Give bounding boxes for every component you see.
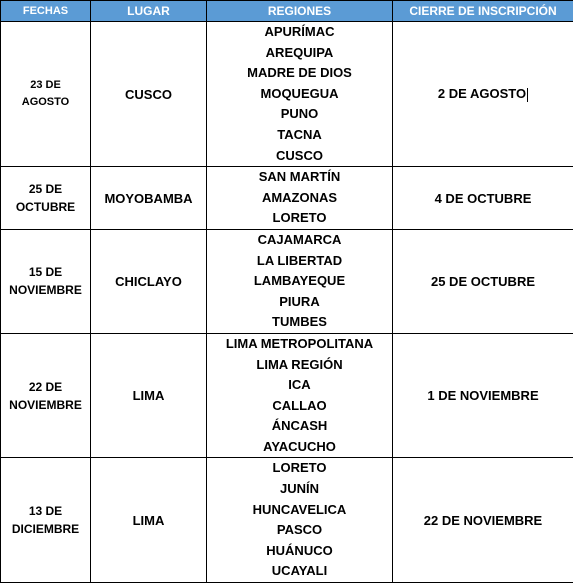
table-row xyxy=(1,167,573,230)
region-item: MOQUEGUA xyxy=(260,85,339,101)
date-line: NOVIEMBRE xyxy=(9,397,82,412)
region-item: HUÁNUCO xyxy=(266,542,333,558)
header-regiones: REGIONES xyxy=(207,1,393,22)
region-item: TUMBES xyxy=(272,314,327,330)
region-item: TACNA xyxy=(277,126,322,142)
region-item: ICA xyxy=(288,377,311,393)
regions-cell xyxy=(207,229,393,333)
region-item: LIMA REGIÓN xyxy=(256,356,343,372)
deadline-text: 2 DE AGOSTO xyxy=(437,86,527,102)
header-cierre: CIERRE DE INSCRIPCIÓN xyxy=(393,1,573,22)
place-cell: MOYOBAMBA xyxy=(91,167,207,230)
region-item: AYACUCHO xyxy=(263,438,336,454)
date-cell xyxy=(1,167,91,230)
region-item: CAJAMARCA xyxy=(257,231,342,247)
region-item: CALLAO xyxy=(272,397,327,413)
place-cell: CUSCO xyxy=(91,22,207,167)
region-item: AMAZONAS xyxy=(261,189,338,205)
table-row xyxy=(1,333,573,458)
place-cell: LIMA xyxy=(91,333,207,458)
date-cell xyxy=(1,458,91,583)
date-line: 25 DE xyxy=(28,182,63,197)
date-line: 23 DE xyxy=(30,79,61,92)
region-item: LA LIBERTAD xyxy=(256,252,343,268)
region-item: LAMBAYEQUE xyxy=(253,273,346,289)
date-cell xyxy=(1,333,91,458)
region-item: LIMA METROPOLITANA xyxy=(225,335,374,351)
table-header xyxy=(1,1,573,22)
regions-cell xyxy=(207,458,393,583)
header-row xyxy=(1,1,573,22)
date-line: 13 DE xyxy=(28,504,63,519)
region-item: HUNCAVELICA xyxy=(252,501,347,517)
deadline-cell: 4 DE OCTUBRE xyxy=(393,167,573,230)
region-item: UCAYALI xyxy=(271,563,328,579)
table-body xyxy=(1,22,573,583)
region-item: CUSCO xyxy=(276,147,323,163)
deadline-cell: 22 DE NOVIEMBRE xyxy=(393,458,573,583)
place-cell: CHICLAYO xyxy=(91,229,207,333)
table-row xyxy=(1,229,573,333)
regions-cell xyxy=(207,167,393,230)
text-cursor xyxy=(527,88,528,102)
deadline-cell: 1 DE NOVIEMBRE xyxy=(393,333,573,458)
region-item: SAN MARTÍN xyxy=(258,169,341,185)
table-row xyxy=(1,22,573,167)
date-line: AGOSTO xyxy=(21,96,70,109)
date-line: 22 DE xyxy=(28,379,63,394)
region-item: PIURA xyxy=(279,293,320,309)
region-item: LORETO xyxy=(272,210,327,226)
date-cell xyxy=(1,229,91,333)
regions-cell xyxy=(207,333,393,458)
region-item: PUNO xyxy=(280,106,319,122)
place-cell: LIMA xyxy=(91,458,207,583)
date-line: OCTUBRE xyxy=(15,200,76,215)
header-fechas: FECHAS xyxy=(1,1,91,22)
table-row xyxy=(1,458,573,583)
region-item: APURÍMAC xyxy=(264,24,335,39)
date-line: 15 DE xyxy=(28,265,63,280)
deadline-cell[interactable] xyxy=(393,22,573,167)
region-item: AREQUIPA xyxy=(265,44,334,60)
region-item: MADRE DE DIOS xyxy=(247,65,352,81)
date-cell xyxy=(1,22,91,167)
regions-cell xyxy=(207,22,393,167)
deadline-cell: 25 DE OCTUBRE xyxy=(393,229,573,333)
region-item: ÁNCASH xyxy=(271,418,328,434)
region-item: JUNÍN xyxy=(279,481,319,497)
region-item: PASCO xyxy=(276,522,323,538)
region-item: LORETO xyxy=(272,460,327,476)
date-line: DICIEMBRE xyxy=(11,522,80,537)
header-lugar: LUGAR xyxy=(91,1,207,22)
date-line: NOVIEMBRE xyxy=(9,283,82,298)
